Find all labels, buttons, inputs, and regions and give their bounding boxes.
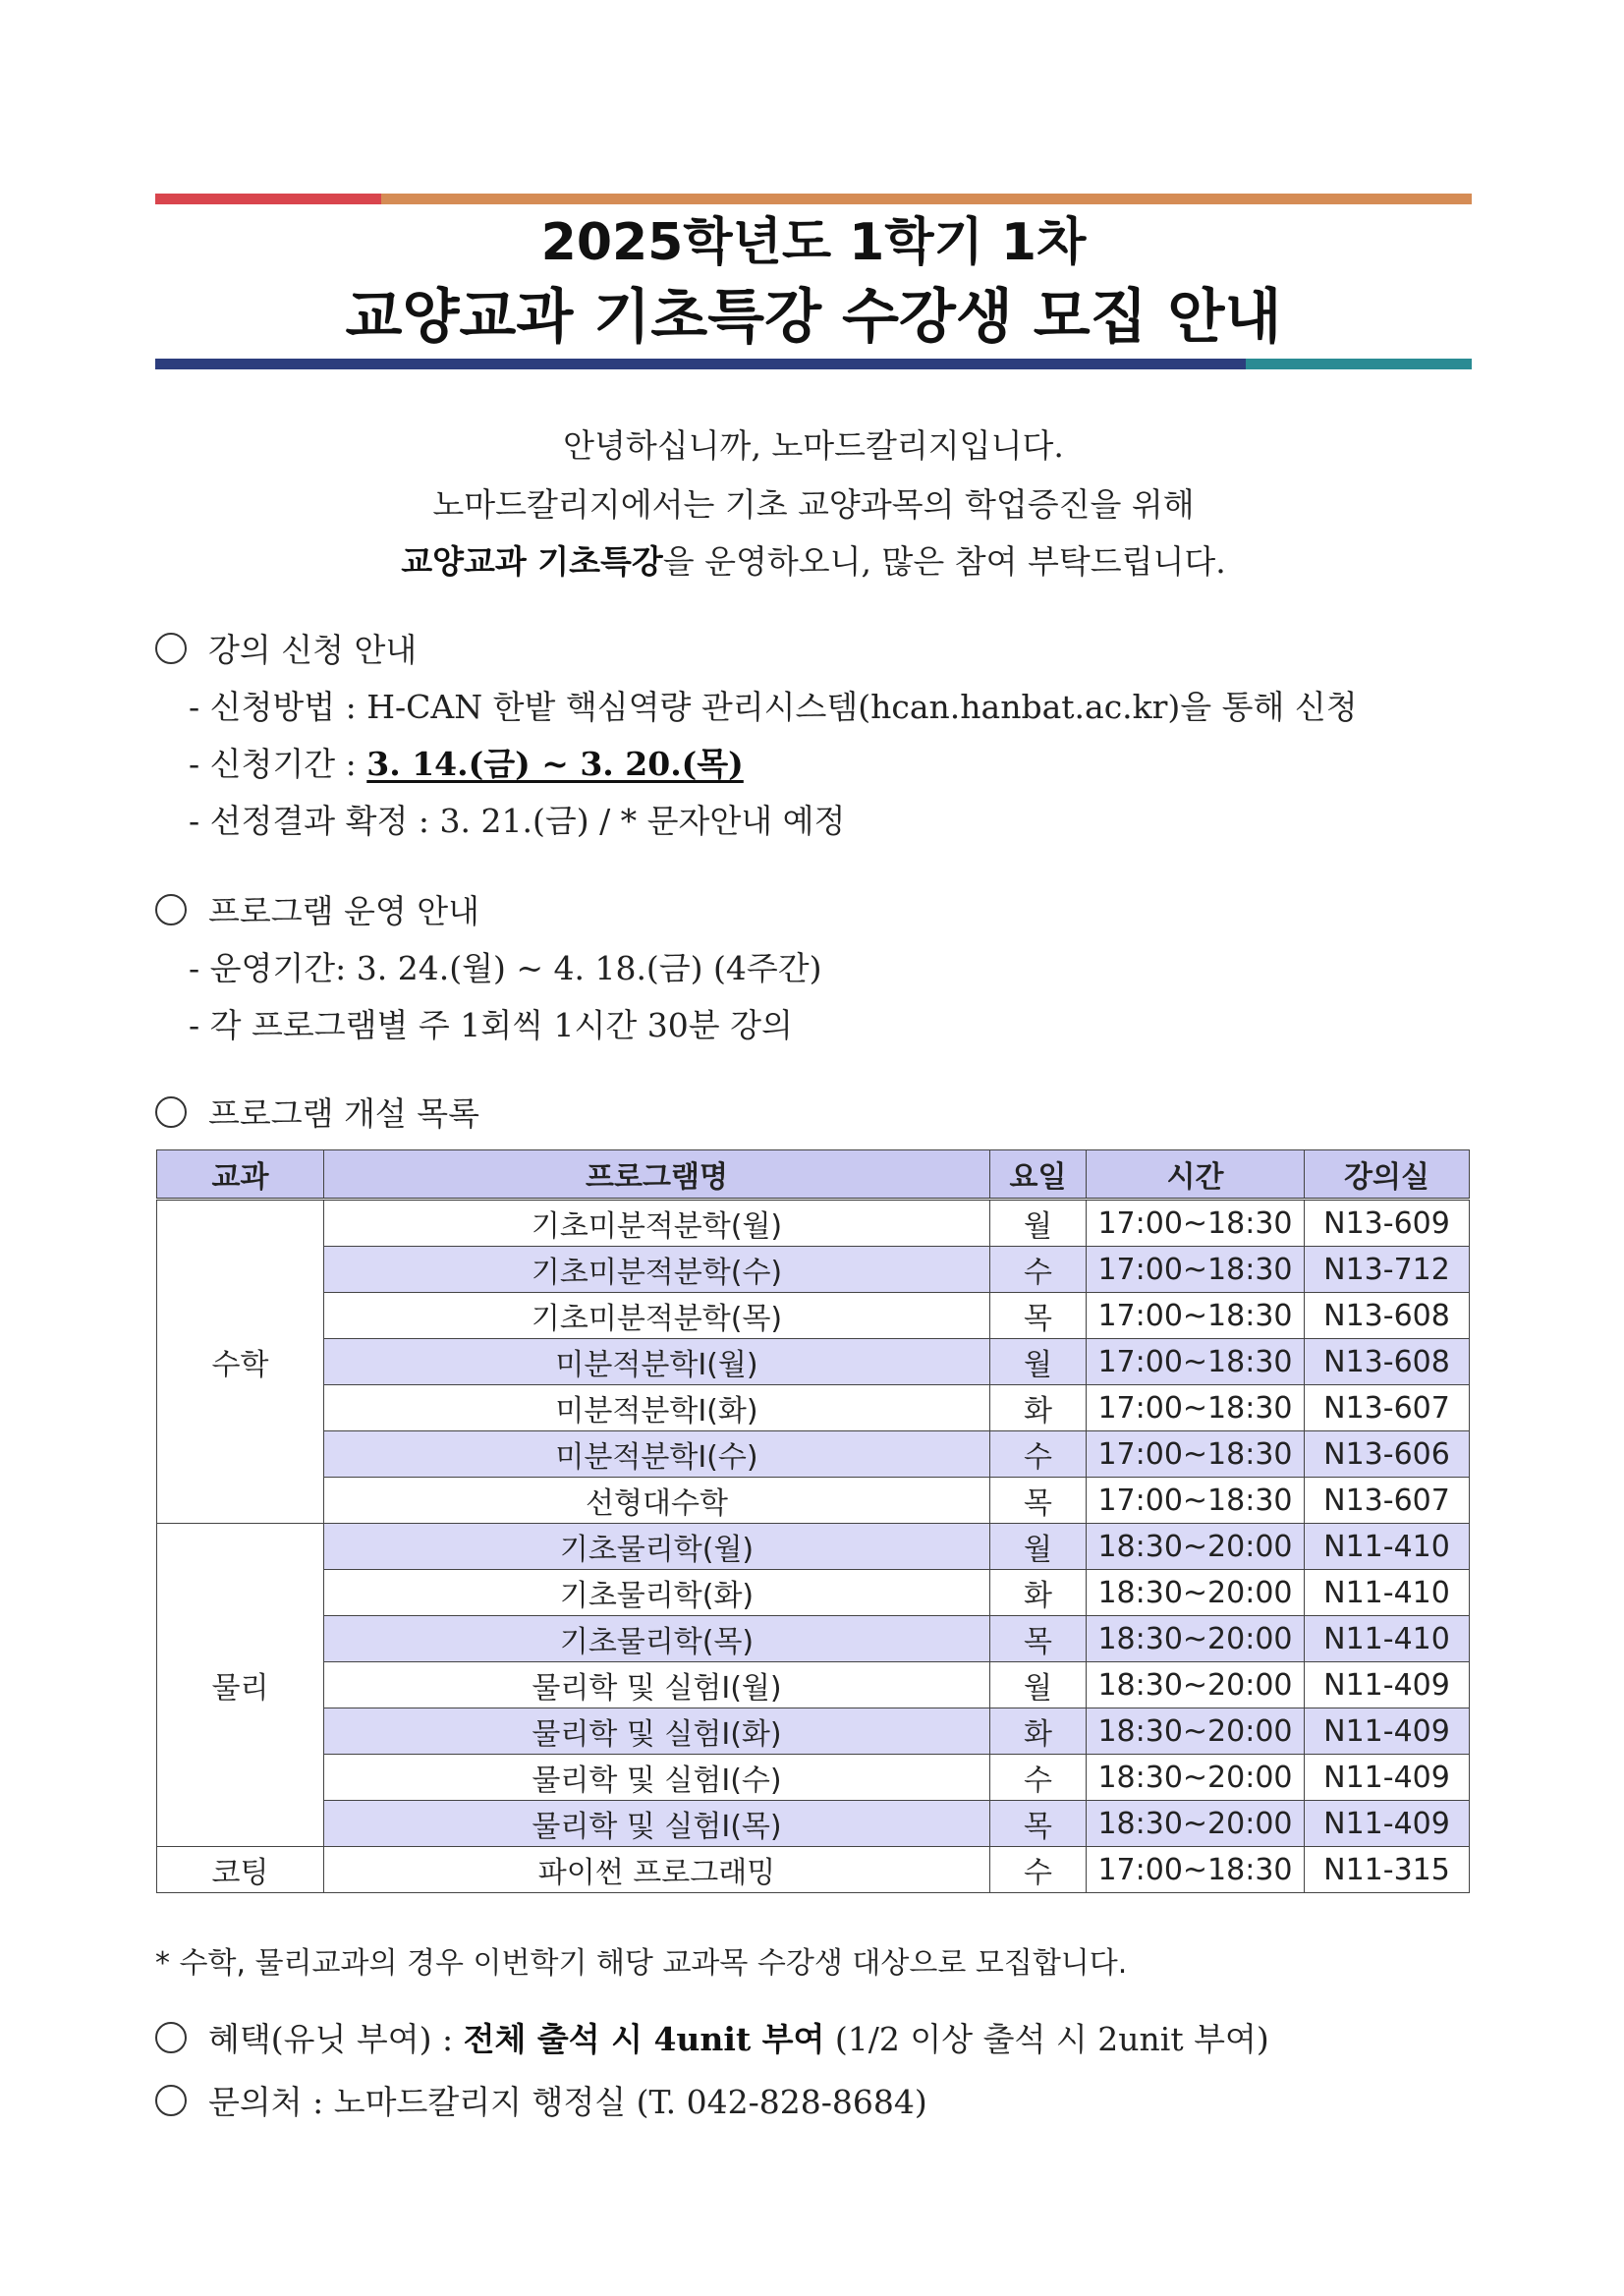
application-period: - 신청기간 : 3. 14.(금) ~ 3. 20.(목): [189, 745, 744, 783]
benefit-highlight: 전체 출석 시 4unit 부여: [463, 2020, 825, 2058]
time-cell: 17:00~18:30: [1087, 1847, 1305, 1893]
table-row: [157, 1616, 1470, 1662]
room-cell: N11-409: [1305, 1755, 1470, 1801]
day-cell: 월: [990, 1524, 1087, 1570]
application-period-value: 3. 14.(금) ~ 3. 20.(목): [366, 745, 744, 783]
header-accent-bar-bottom-left: [155, 359, 1246, 369]
day-cell: 화: [990, 1708, 1087, 1755]
time-cell: 17:00~18:30: [1087, 1293, 1305, 1339]
room-cell: N11-409: [1305, 1708, 1470, 1755]
room-cell: N11-410: [1305, 1570, 1470, 1616]
time-cell: 18:30~20:00: [1087, 1616, 1305, 1662]
room-cell: N13-607: [1305, 1478, 1470, 1524]
time-cell: 18:30~20:00: [1087, 1570, 1305, 1616]
time-cell: 18:30~20:00: [1087, 1801, 1305, 1847]
table-row: [157, 1200, 1470, 1247]
time-cell: 17:00~18:30: [1087, 1478, 1305, 1524]
title-line1: 2025학년도 1학기 1차: [540, 213, 1087, 272]
room-cell: N11-409: [1305, 1801, 1470, 1847]
table-row: [157, 1570, 1470, 1616]
room-cell: N11-410: [1305, 1616, 1470, 1662]
table-row: [157, 1478, 1470, 1524]
day-cell: 월: [990, 1339, 1087, 1385]
section-application-heading: 강의 신청 안내: [155, 625, 417, 671]
day-cell: 화: [990, 1570, 1087, 1616]
room-cell: N13-609: [1305, 1200, 1470, 1247]
header-accent-bar-bottom-right: [1246, 359, 1472, 369]
header-accent-bar-top-left: [155, 194, 381, 204]
day-cell: 목: [990, 1478, 1087, 1524]
time-cell: 17:00~18:30: [1087, 1431, 1305, 1478]
application-result: - 선정결과 확정 : 3. 21.(금) / * 문자안내 예정: [189, 802, 846, 840]
day-cell: 목: [990, 1293, 1087, 1339]
subject-cell: 수학: [157, 1200, 324, 1524]
day-cell: 수: [990, 1755, 1087, 1801]
program-name-cell: 기초미분적분학(목): [324, 1293, 990, 1339]
circle-bullet-icon: [155, 894, 187, 925]
program-table: [156, 1149, 1470, 1893]
circle-bullet-icon: [155, 1096, 187, 1128]
program-name-cell: 파이썬 프로그래밍: [324, 1847, 990, 1893]
program-name-cell: 미분적분학Ⅰ(월): [324, 1339, 990, 1385]
benefit-line: 혜택(유닛 부여) : 전체 출석 시 4unit 부여 (1/2 이상 출석 시 2unit 부여): [155, 2014, 1269, 2060]
intro-highlight: 교양교과 기초특강: [401, 542, 663, 581]
time-cell: 17:00~18:30: [1087, 1385, 1305, 1431]
time-cell: 18:30~20:00: [1087, 1524, 1305, 1570]
program-name-cell: 물리학 및 실험Ⅰ(화): [324, 1708, 990, 1755]
table-row: [157, 1847, 1470, 1893]
day-cell: 수: [990, 1431, 1087, 1478]
subject-cell: 코팅: [157, 1847, 324, 1893]
table-note: * 수학, 물리교과의 경우 이번학기 해당 교과목 수강생 대상으로 모집합니다.: [155, 1946, 1128, 1981]
column-header: 프로그램명: [324, 1150, 990, 1200]
circle-bullet-icon: [155, 633, 187, 664]
circle-bullet-icon: [155, 2085, 187, 2116]
room-cell: N13-712: [1305, 1247, 1470, 1293]
intro-line1: 안녕하십니까, 노마드칼리지입니다.: [563, 426, 1064, 465]
day-cell: 수: [990, 1247, 1087, 1293]
table-row: [157, 1431, 1470, 1478]
section-program-list-heading: 프로그램 개설 목록: [155, 1089, 479, 1135]
program-name-cell: 물리학 및 실험Ⅰ(월): [324, 1662, 990, 1708]
table-row: [157, 1755, 1470, 1801]
room-cell: N13-607: [1305, 1385, 1470, 1431]
table-row: [157, 1524, 1470, 1570]
table-row: [157, 1662, 1470, 1708]
contact-line: 문의처 : 노마드칼리지 행정실 (T. 042-828-8684): [155, 2077, 927, 2123]
time-cell: 17:00~18:30: [1087, 1247, 1305, 1293]
room-cell: N13-606: [1305, 1431, 1470, 1478]
application-method: - 신청방법 : H-CAN 한밭 핵심역량 관리시스템(hcan.hanbat.ac.kr)을 통해 신청: [189, 688, 1358, 726]
program-name-cell: 기초미분적분학(월): [324, 1200, 990, 1247]
program-name-cell: 물리학 및 실험Ⅰ(목): [324, 1801, 990, 1847]
time-cell: 18:30~20:00: [1087, 1662, 1305, 1708]
circle-bullet-icon: [155, 2022, 187, 2053]
column-header: 요일: [990, 1150, 1087, 1200]
program-name-cell: 기초물리학(화): [324, 1570, 990, 1616]
operation-period: - 운영기간: 3. 24.(월) ~ 4. 18.(금) (4주간): [189, 949, 822, 987]
operation-frequency: - 각 프로그램별 주 1회씩 1시간 30분 강의: [189, 1006, 793, 1044]
program-name-cell: 기초물리학(목): [324, 1616, 990, 1662]
time-cell: 18:30~20:00: [1087, 1755, 1305, 1801]
intro-line3-rest: 을 운영하오니, 많은 참여 부탁드립니다.: [662, 542, 1226, 581]
program-name-cell: 미분적분학Ⅰ(수): [324, 1431, 990, 1478]
column-header: 교과: [157, 1150, 324, 1200]
day-cell: 수: [990, 1847, 1087, 1893]
program-name-cell: 선형대수학: [324, 1478, 990, 1524]
program-name-cell: 기초물리학(월): [324, 1524, 990, 1570]
day-cell: 월: [990, 1200, 1087, 1247]
intro-line3: [155, 536, 1472, 583]
room-cell: N11-315: [1305, 1847, 1470, 1893]
title-line2: 교양교과 기초특강 수강생 모집 안내: [345, 283, 1282, 352]
program-name-cell: 미분적분학Ⅰ(화): [324, 1385, 990, 1431]
column-header: 강의실: [1305, 1150, 1470, 1200]
day-cell: 목: [990, 1801, 1087, 1847]
table-row: [157, 1339, 1470, 1385]
day-cell: 화: [990, 1385, 1087, 1431]
room-cell: N13-608: [1305, 1339, 1470, 1385]
table-row: [157, 1801, 1470, 1847]
room-cell: N11-409: [1305, 1662, 1470, 1708]
program-name-cell: 물리학 및 실험Ⅰ(수): [324, 1755, 990, 1801]
room-cell: N11-410: [1305, 1524, 1470, 1570]
table-row: [157, 1385, 1470, 1431]
time-cell: 17:00~18:30: [1087, 1200, 1305, 1247]
day-cell: 목: [990, 1616, 1087, 1662]
table-row: [157, 1293, 1470, 1339]
time-cell: 17:00~18:30: [1087, 1339, 1305, 1385]
section-operation-heading: 프로그램 운영 안내: [155, 886, 479, 932]
day-cell: 월: [990, 1662, 1087, 1708]
header-accent-bar-top-right: [381, 194, 1472, 204]
table-row: [157, 1247, 1470, 1293]
time-cell: 18:30~20:00: [1087, 1708, 1305, 1755]
column-header: 시간: [1087, 1150, 1305, 1200]
room-cell: N13-608: [1305, 1293, 1470, 1339]
program-name-cell: 기초미분적분학(수): [324, 1247, 990, 1293]
subject-cell: 물리: [157, 1524, 324, 1847]
program-table-header: [157, 1150, 1470, 1200]
table-row: [157, 1708, 1470, 1755]
intro-line2: 노마드칼리지에서는 기초 교양과목의 학업증진을 위해: [432, 485, 1195, 524]
